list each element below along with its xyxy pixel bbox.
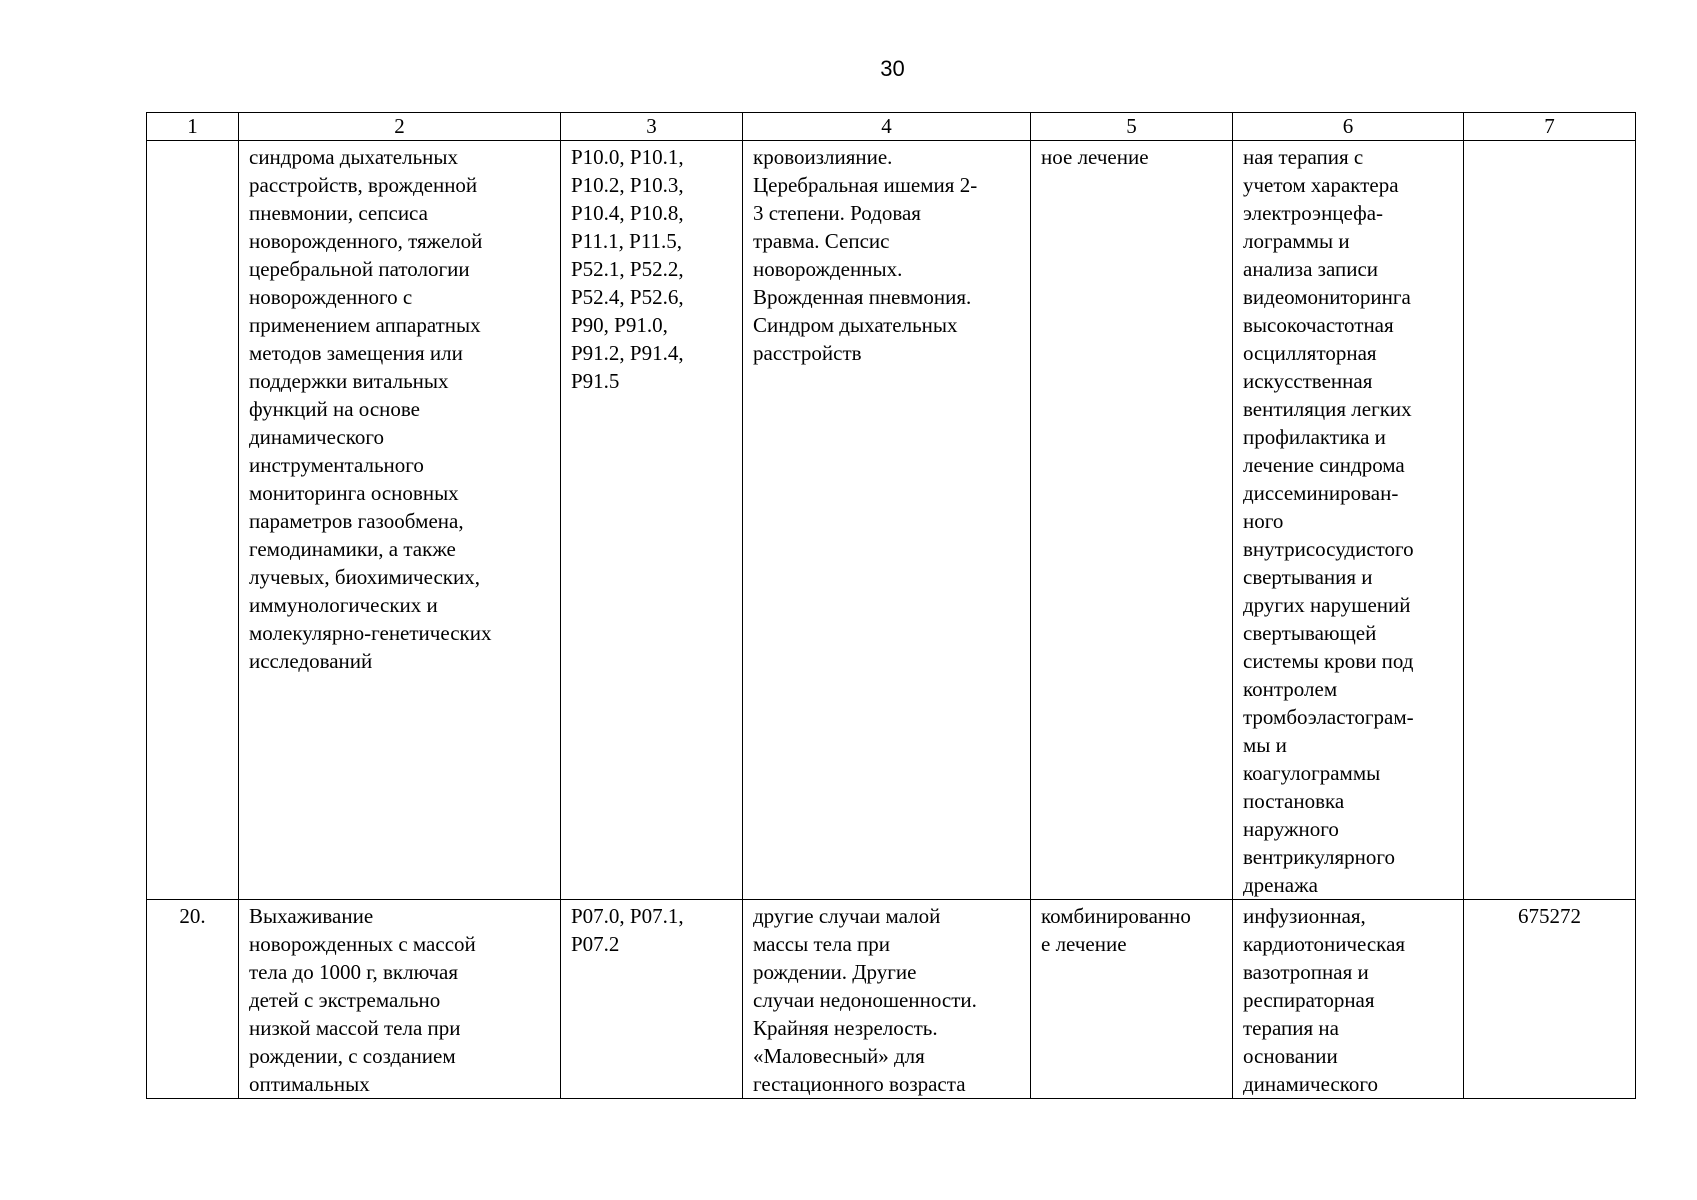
treatment-method-cell: инфузионная, кардиотоническая вазотропная и респираторная терапия на основании динамического (1233, 900, 1464, 1099)
column-header-6: 6 (1233, 113, 1464, 141)
page-number: 30 (880, 56, 905, 81)
care-type-cell: Выхаживание новорожденных с массой тела до 1000 г, включая детей с экстремально низкой массой тела при рождении, с созданием оптимальных (239, 900, 561, 1099)
cost-cell: 675272 (1464, 900, 1636, 1099)
disease-model-cell: кровоизлияние. Церебральная ишемия 2- 3 степени. Родовая травма. Сепсис новорожденных. Врожденная пневмония. Синдром дыхательных расстройств (743, 141, 1031, 900)
column-header-3: 3 (561, 113, 743, 141)
table-row (147, 900, 1636, 1099)
treatment-type-cell: ное лечение (1031, 141, 1233, 900)
disease-model-cell: другие случаи малой массы тела при рождении. Другие случаи недоношенности. Крайняя незрелость. «Маловесный» для гестационного возраста (743, 900, 1031, 1099)
icd-codes-cell: P10.0, P10.1, P10.2, P10.3, P10.4, P10.8, P11.1, P11.5, P52.1, P52.2, P52.4, P52.6, P90, P91.0, P91.2, P91.4, P91.5 (561, 141, 743, 900)
column-header-7: 7 (1464, 113, 1636, 141)
cost-cell (1464, 141, 1636, 900)
column-header-1: 1 (147, 113, 239, 141)
column-header-4: 4 (743, 113, 1031, 141)
column-header-2: 2 (239, 113, 561, 141)
icd-codes-cell: P07.0, P07.1, P07.2 (561, 900, 743, 1099)
table-row (147, 141, 1636, 900)
treatment-type-cell: комбинированно е лечение (1031, 900, 1233, 1099)
treatment-method-cell: ная терапия с учетом характера электроэнцефа- лограммы и анализа записи видеомониторинга высокочастотная осцилляторная искусственная вентиляция легких профилактика и лечение синдрома диссеминирован- ного внутрисосудистого свертывания и других нарушений свертывающей системы крови под контролем тромбоэластограм- мы и коагулограммы постановка наружного вентрикулярного дренажа (1233, 141, 1464, 900)
table-header-row (147, 113, 1636, 141)
document-table (146, 112, 1636, 1099)
care-type-cell: синдрома дыхательных расстройств, врожденной пневмонии, сепсиса новорожденного, тяжелой церебральной патологии новорожденного с применением аппаратных методов замещения или поддержки витальных функций на основе динамического инструментального мониторинга основных параметров газообмена, гемодинамики, а также лучевых, биохимических, иммунологических и молекулярно-генетических исследований (239, 141, 561, 900)
row-number-cell (147, 141, 239, 900)
column-header-5: 5 (1031, 113, 1233, 141)
row-number-cell: 20. (147, 900, 239, 1099)
